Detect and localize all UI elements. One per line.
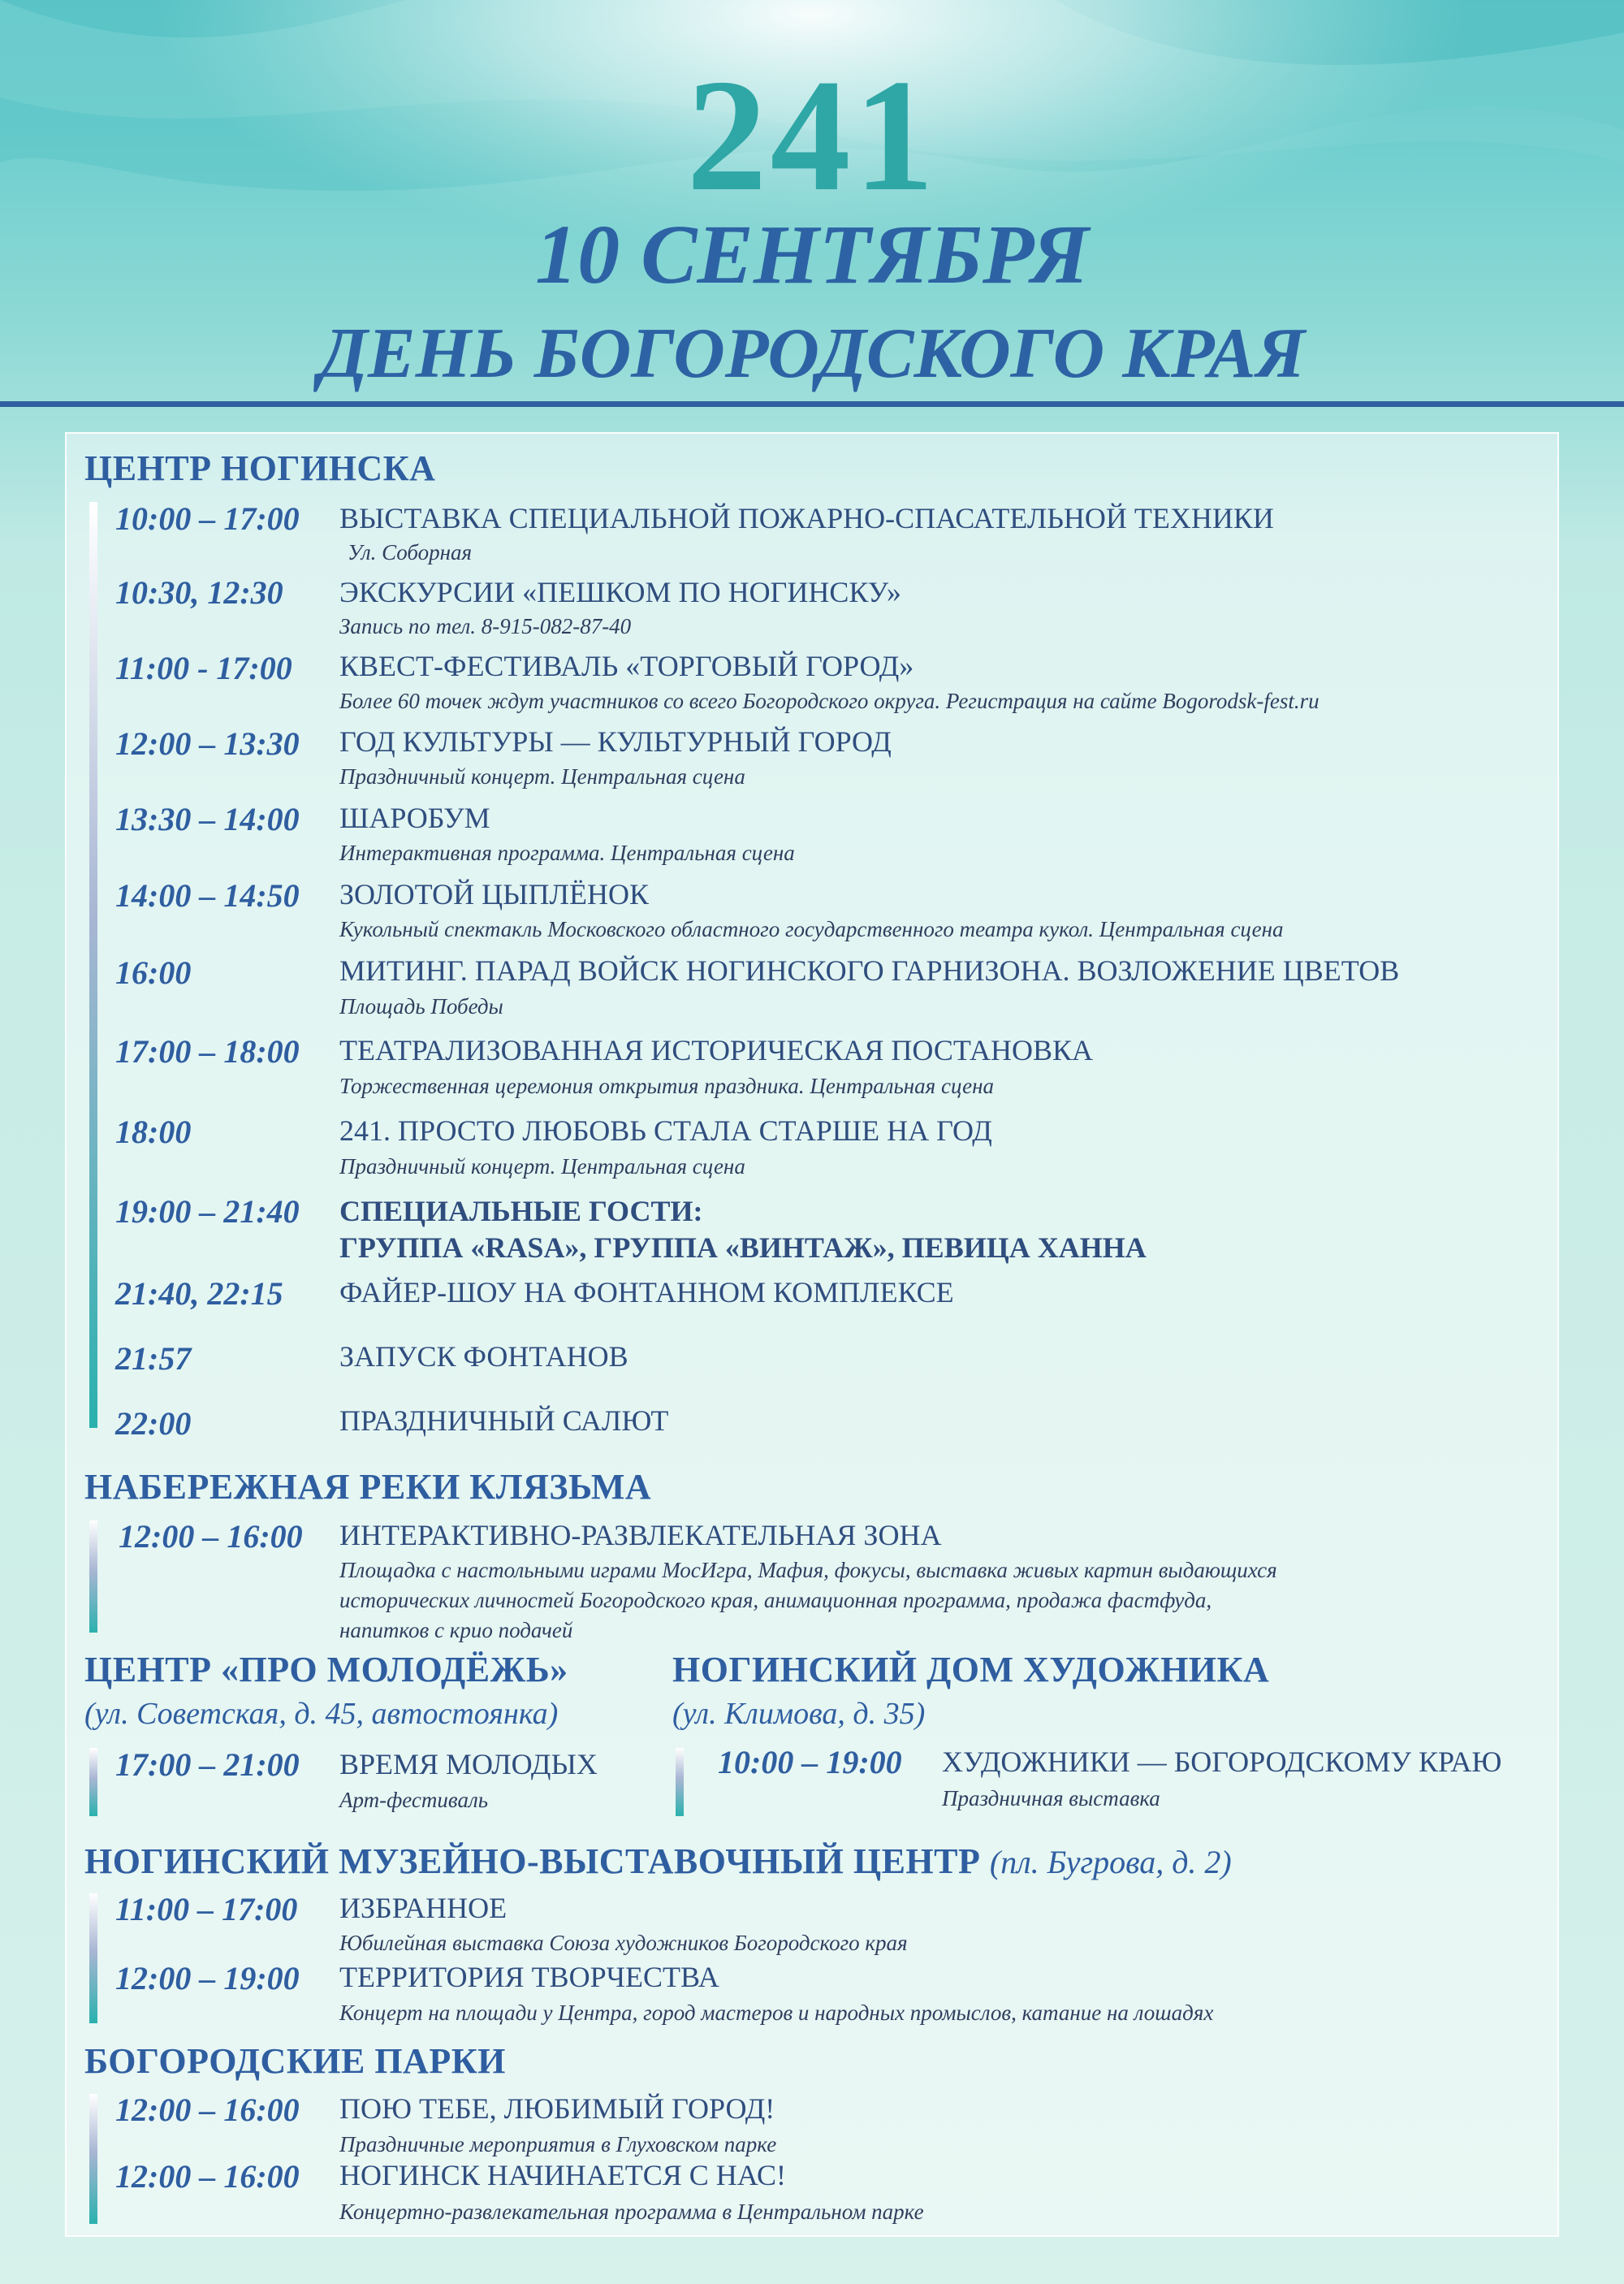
event-time: 12:00 – 13:30 [115, 725, 300, 762]
event-note: Интерактивная программа. Центральная сцена [339, 841, 795, 865]
event-note: Арт-фестиваль [339, 1788, 489, 1812]
event-note-line: напитков с крио подачей [339, 1618, 573, 1642]
event-note: Праздничная выставка [942, 1786, 1160, 1810]
event-note: Концерт на площади у Центра, город мастеров и народных промыслов, катание на лошадях [339, 2001, 1214, 2025]
event-time: 17:00 – 21:00 [115, 1746, 300, 1783]
event-title: ДЕНЬ БОГОРОДСКОГО КРАЯ [318, 314, 1306, 393]
event-note: Более 60 точек ждут участников со всего Богородского округа. Регистрация на сайте Bogorodsk-fest.ru [339, 689, 1320, 713]
event-date: 10 СЕНТЯБРЯ [535, 208, 1089, 301]
event-note: Запись по тел. 8-915-082-87-40 [339, 614, 632, 638]
event-name: КВЕСТ-ФЕСТИВАЛЬ «ТОРГОВЫЙ ГОРОД» [339, 650, 914, 682]
event-name: ВЫСТАВКА СПЕЦИАЛЬНОЙ ПОЖАРНО-СПАСАТЕЛЬНОЙ ТЕХНИКИ [339, 502, 1274, 534]
event-name: НОГИНСК НАЧИНАЕТСЯ С НАС! [339, 2159, 786, 2191]
section-title-embankment: НАБЕРЕЖНАЯ РЕКИ КЛЯЗЬМА [84, 1467, 652, 1507]
section-title-youth: ЦЕНТР «ПРО МОЛОДЁЖЬ» [84, 1650, 568, 1689]
event-time: 17:00 – 18:00 [115, 1033, 300, 1070]
timeline-bar [89, 2094, 97, 2224]
event-note: Кукольный спектакль Московского областного государственного театра кукол. Центральная сцена [339, 917, 1284, 941]
timeline-bar [676, 1748, 684, 1816]
event-name: СПЕЦИАЛЬНЫЕ ГОСТИ: [339, 1195, 703, 1227]
section-title-text: НОГИНСКИЙ МУЗЕЙНО-ВЫСТАВОЧНЫЙ ЦЕНТР [84, 1841, 981, 1881]
event-name: ФАЙЕР-ШОУ НА ФОНТАННОМ КОМПЛЕКСЕ [339, 1276, 954, 1309]
event-name: ЭКСКУРСИИ «ПЕШКОМ ПО НОГИНСКУ» [339, 576, 901, 608]
header-divider [0, 401, 1624, 407]
event-time: 11:00 – 17:00 [115, 1891, 298, 1927]
event-time: 12:00 – 16:00 [115, 2092, 300, 2128]
event-time: 12:00 – 16:00 [119, 1518, 303, 1555]
event-name: ЗОЛОТОЙ ЦЫПЛЁНОК [339, 878, 649, 911]
event-note: Праздничный концерт. Центральная сцена [339, 764, 745, 789]
event-name: ВРЕМЯ МОЛОДЫХ [339, 1748, 598, 1780]
section-title-artist-house: НОГИНСКИЙ ДОМ ХУДОЖНИКА [672, 1650, 1270, 1689]
event-time: 14:00 – 14:50 [115, 877, 300, 914]
event-time: 16:00 [115, 954, 192, 991]
event-name: ЗАПУСК ФОНТАНОВ [339, 1340, 628, 1373]
section-title-center: ЦЕНТР НОГИНСКА [84, 448, 436, 488]
event-note-line: исторических личностей Богородского края, анимационная программа, продажа фастфуда, [339, 1588, 1212, 1612]
event-note: Праздничные мероприятия в Глуховском парке [339, 2132, 777, 2156]
event-name: ИЗБРАННОЕ [339, 1892, 508, 1924]
event-time: 10:30, 12:30 [115, 574, 283, 611]
event-time: 21:57 [115, 1340, 192, 1377]
anniversary-number: 241 [686, 46, 938, 224]
section-address: (ул. Советская, д. 45, автостоянка) [84, 1697, 559, 1731]
event-time: 13:30 – 14:00 [115, 801, 300, 837]
event-note-line: Площадка с настольными играми МосИгра, Мафия, фокусы, выставка живых картин выдающихся [339, 1558, 1277, 1582]
timeline-bar [89, 1893, 97, 2023]
event-time: 18:00 [115, 1114, 192, 1150]
event-note: Площадь Победы [339, 994, 503, 1019]
timeline-bar [89, 502, 97, 1428]
section-title-museum [84, 1841, 1232, 1881]
event-name: ПОЮ ТЕБЕ, ЛЮБИМЫЙ ГОРОД! [339, 2092, 775, 2125]
section-title-parks: БОГОРОДСКИЕ ПАРКИ [84, 2041, 506, 2081]
event-time: 10:00 – 19:00 [718, 1744, 902, 1780]
event-name: 241. ПРОСТО ЛЮБОВЬ СТАЛА СТАРШЕ НА ГОД [339, 1114, 992, 1147]
event-note: Юбилейная выставка Союза художников Богородского края [339, 1931, 908, 1955]
event-name: ИНТЕРАКТИВНО-РАЗВЛЕКАТЕЛЬНАЯ ЗОНА [339, 1519, 942, 1551]
event-name: ПРАЗДНИЧНЫЙ САЛЮТ [339, 1404, 669, 1437]
timeline-bar [89, 1748, 97, 1816]
event-name: МИТИНГ. ПАРАД ВОЙСК НОГИНСКОГО ГАРНИЗОНА. ВОЗЛОЖЕНИЕ ЦВЕТОВ [339, 954, 1400, 987]
event-note: Концертно-развлекательная программа в Центральном парке [339, 2200, 924, 2224]
event-note: Ул. Соборная [348, 540, 473, 565]
event-time: 10:00 – 17:00 [115, 500, 300, 537]
section-address: (ул. Климова, д. 35) [672, 1697, 926, 1731]
event-time: 11:00 - 17:00 [115, 650, 292, 686]
section-address: (пл. Бугрова, д. 2) [989, 1844, 1232, 1880]
event-time: 12:00 – 16:00 [115, 2158, 300, 2195]
event-note: Праздничный концерт. Центральная сцена [339, 1154, 745, 1179]
event-name: ГОД КУЛЬТУРЫ — КУЛЬТУРНЫЙ ГОРОД [339, 725, 892, 758]
event-name: ТЕРРИТОРИЯ ТВОРЧЕСТВА [339, 1961, 719, 1993]
event-time: 21:40, 22:15 [115, 1275, 283, 1312]
event-name: ШАРОБУМ [339, 802, 490, 834]
event-time: 19:00 – 21:40 [115, 1193, 300, 1230]
event-name: ТЕАТРАЛИЗОВАННАЯ ИСТОРИЧЕСКАЯ ПОСТАНОВКА [339, 1034, 1094, 1066]
timeline-bar [89, 1521, 97, 1633]
event-name-line2: ГРУППА «RASA», ГРУППА «ВИНТАЖ», ПЕВИЦА ХАННА [339, 1231, 1147, 1264]
event-time: 22:00 [115, 1405, 192, 1442]
event-time: 12:00 – 19:00 [115, 1960, 300, 1996]
event-name: ХУДОЖНИКИ — БОГОРОДСКОМУ КРАЮ [942, 1745, 1502, 1778]
event-note: Торжественная церемония открытия праздника. Центральная сцена [339, 1074, 994, 1098]
